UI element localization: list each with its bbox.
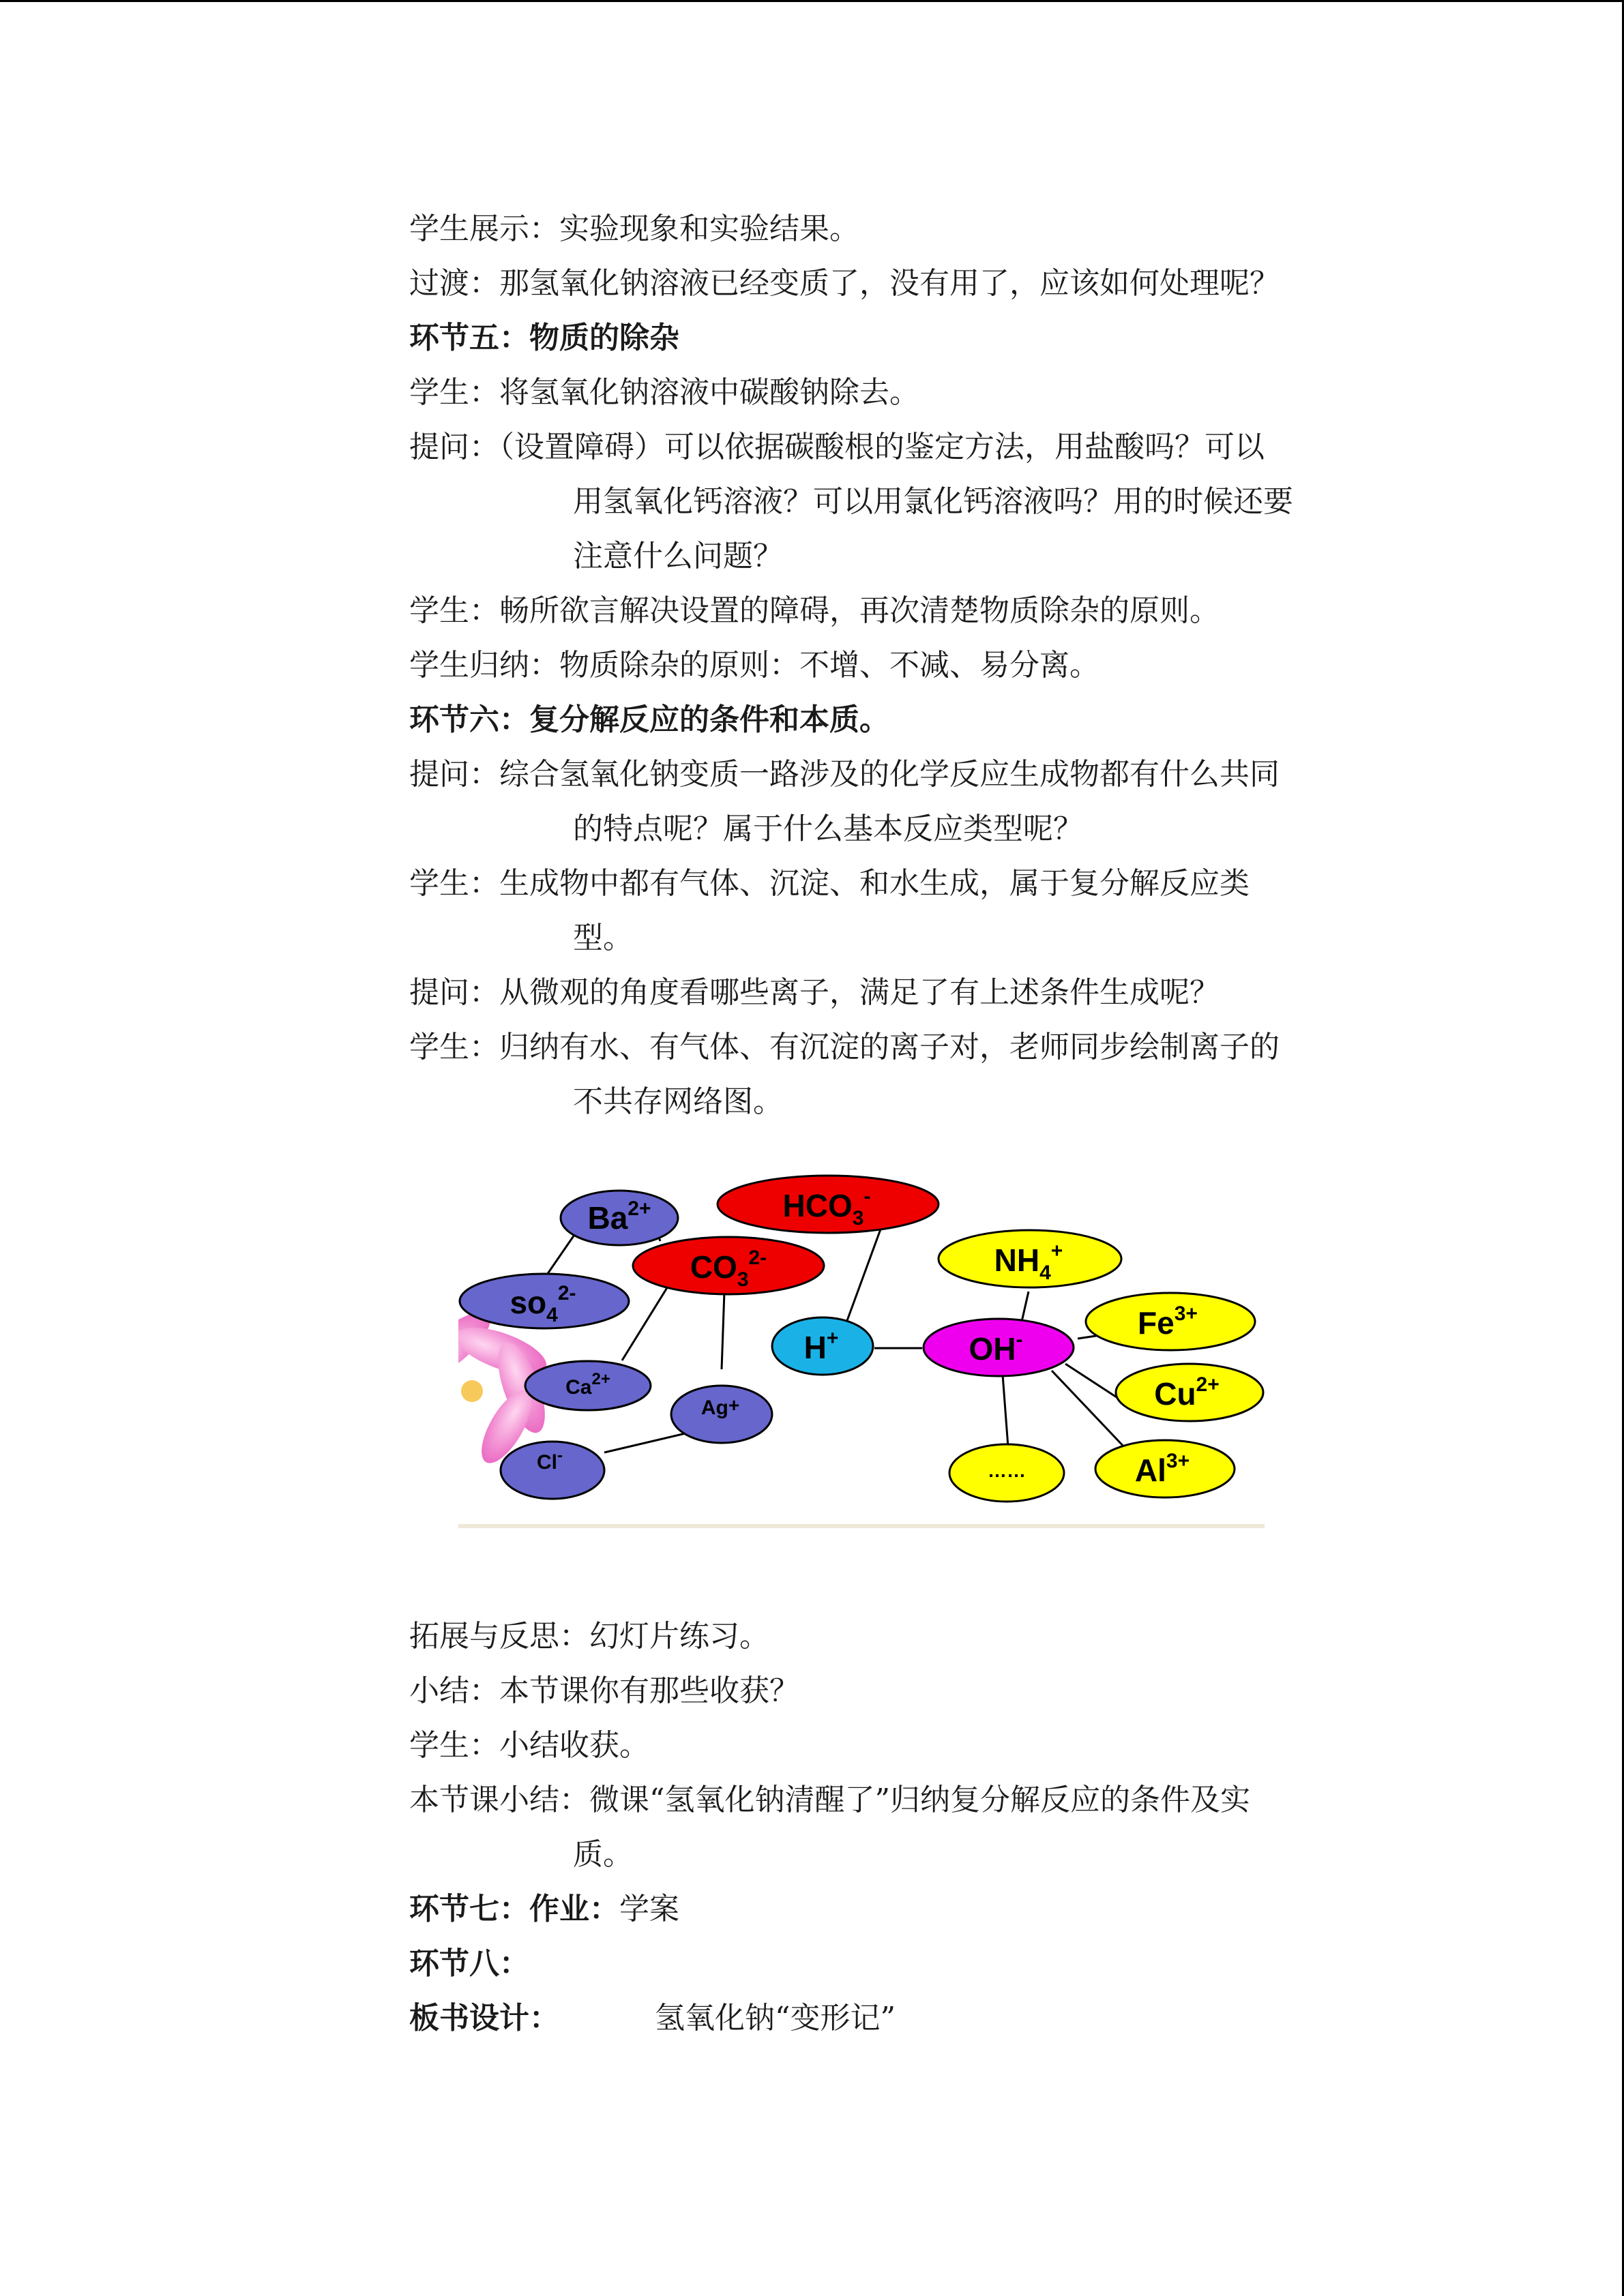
ion-base: Ba [587, 1200, 628, 1236]
ion-hco3 [718, 1176, 939, 1233]
ion-base: OH [969, 1331, 1016, 1367]
line-11 [409, 966, 1364, 1020]
ion-al [1095, 1440, 1235, 1497]
line-13 [409, 1609, 1364, 1664]
ion-base: Al [1134, 1452, 1166, 1488]
ion-fe [1086, 1293, 1255, 1350]
ion-base: NH [994, 1242, 1040, 1278]
line-text: 综合氢氧化钠变质一路涉及的化学反应生成物都有什么共同 [499, 757, 1280, 792]
line-5 [409, 420, 1364, 584]
heading-text: 环节六：复分解反应的条件和本质。 [409, 702, 889, 737]
ion-base: Ag [700, 1397, 728, 1419]
ion-base: Cl [537, 1451, 557, 1474]
line-text: 微课“氢氧化钠清醒了”归纳复分解反应的条件及实 [589, 1783, 1250, 1817]
line-continuation: 型。 [573, 921, 633, 955]
line-label: 过渡： [409, 266, 499, 301]
ion-charge: 2+ [1196, 1373, 1220, 1396]
ion-base: CO [690, 1249, 737, 1285]
ion-base: Ca [565, 1376, 592, 1399]
ion-ag [671, 1386, 772, 1443]
line-7 [409, 638, 1364, 693]
line-label: 环节七：作业： [409, 1892, 619, 1926]
line-15 [409, 1718, 1364, 1773]
ion-base: Fe [1138, 1305, 1175, 1341]
line-6 [409, 584, 1364, 638]
ion-ca [525, 1361, 651, 1410]
line-4 [409, 366, 1364, 420]
ion-charge: 3+ [1174, 1302, 1198, 1325]
ion-base: HCO [782, 1188, 853, 1223]
ion-charge: 2+ [628, 1197, 651, 1220]
ion-charge: + [728, 1395, 740, 1416]
line-text: （设置障碍）可以依据碳酸根的鉴定方法，用盐酸吗？可以 [499, 430, 1265, 464]
ion-base: H [803, 1330, 827, 1365]
ion-sub: 4 [1039, 1262, 1051, 1284]
line-text: 氢氧化钠“变形记” [655, 2001, 896, 2036]
line-1 [409, 202, 1364, 256]
line-text: 实验现象和实验结果。 [559, 211, 859, 246]
ion-charge: - [1016, 1328, 1023, 1351]
line-continuation: 不共存网络图。 [573, 1084, 783, 1119]
line-label: 小结： [409, 1673, 499, 1708]
line-label: 学生： [409, 593, 499, 628]
ion-network-svg [458, 1139, 1265, 1532]
page-top-border [0, 0, 1624, 2]
ion-charge: + [1050, 1240, 1063, 1262]
ion-oh [924, 1319, 1074, 1376]
line-10 [409, 856, 1364, 966]
line-9 [409, 747, 1364, 856]
line-text: 从微观的角度看哪些离子，满足了有上述条件生成呢？ [499, 975, 1220, 1010]
ion-sub: 4 [546, 1304, 558, 1326]
line-16 [409, 1773, 1364, 1882]
ion-base: so [510, 1285, 547, 1320]
line-17 [409, 1882, 1364, 1937]
line-label: 学生： [409, 375, 499, 410]
line-text: 归纳有水、有气体、有沉淀的离子对，老师同步绘制离子的 [499, 1030, 1280, 1064]
line-continuation: 用氢氧化钙溶液？可以用氯化钙溶液吗？用的时候还要 [573, 484, 1293, 519]
ion-charge: 2+ [591, 1370, 610, 1388]
line-label: 提问： [409, 757, 499, 792]
ion-charge: - [863, 1185, 871, 1208]
line-continuation: 质。 [573, 1837, 633, 1872]
line-text: 畅所欲言解决设置的障碍，再次清楚物质除杂的原则。 [499, 593, 1220, 628]
ion-charge: + [826, 1327, 839, 1350]
heading-text: 环节八： [409, 1946, 529, 1981]
ion-ba [561, 1191, 678, 1245]
line-2 [409, 256, 1364, 311]
ion-sub: 3 [737, 1268, 749, 1291]
line-continuation: 的特点呢？属于什么基本反应类型呢？ [573, 811, 1083, 846]
line-label: 学生： [409, 1728, 499, 1763]
ion-cu [1116, 1364, 1263, 1421]
line-text: 本节课你有那些收获？ [499, 1673, 799, 1708]
ion-charge: 2- [557, 1282, 576, 1304]
line-label: 提问： [409, 430, 499, 464]
line-12 [409, 1020, 1364, 1129]
line-label: 学生归纳： [409, 648, 559, 683]
line-label: 本节课小结： [409, 1783, 589, 1817]
ion-more [949, 1444, 1064, 1502]
ion-co3 [633, 1237, 824, 1294]
line-14 [409, 1664, 1364, 1718]
line-text: 幻灯片练习。 [589, 1619, 769, 1654]
ion-cl [501, 1442, 604, 1499]
line-text: 将氢氧化钠溶液中碳酸钠除去。 [499, 375, 919, 410]
ion-charge: 3+ [1166, 1450, 1190, 1472]
section-heading-6 [409, 693, 1364, 747]
svg-text:Ag+ [701, 1395, 739, 1419]
ion-sub: 3 [852, 1207, 864, 1229]
ion-nh4 [939, 1230, 1121, 1287]
ion-base: …… [988, 1460, 1026, 1481]
line-text: 生成物中都有气体、沉淀、和水生成，属于复分解反应类 [499, 866, 1250, 901]
ion-charge: 2- [748, 1247, 767, 1269]
ion-h [772, 1317, 873, 1375]
line-text: 小结收获。 [499, 1728, 649, 1763]
line-text: 学案 [619, 1892, 679, 1926]
line-label: 板书设计： [409, 2001, 559, 2036]
line-continuation: 注意什么问题？ [573, 539, 783, 573]
ion-charge: - [557, 1446, 563, 1465]
line-text: 物质除杂的原则：不增、不减、易分离。 [559, 648, 1099, 683]
heading-text: 环节五：物质的除杂 [409, 320, 679, 355]
ion-so4 [460, 1274, 629, 1328]
line-label: 提问： [409, 975, 499, 1010]
ion-network-diagram [458, 1139, 1265, 1532]
line-label: 学生展示： [409, 211, 559, 246]
line-label: 学生： [409, 1030, 499, 1064]
line-label: 拓展与反思： [409, 1619, 589, 1654]
line-19 [409, 1991, 1364, 2046]
svg-text:…… [988, 1460, 1026, 1481]
ion-base: Cu [1154, 1376, 1196, 1412]
section-heading-8 [409, 1937, 1364, 1991]
line-label: 学生： [409, 866, 499, 901]
line-text: 那氢氧化钠溶液已经变质了，没有用了，应该如何处理呢？ [499, 266, 1280, 301]
svg-text:OH- [969, 1328, 1023, 1367]
section-heading-5 [409, 311, 1364, 366]
